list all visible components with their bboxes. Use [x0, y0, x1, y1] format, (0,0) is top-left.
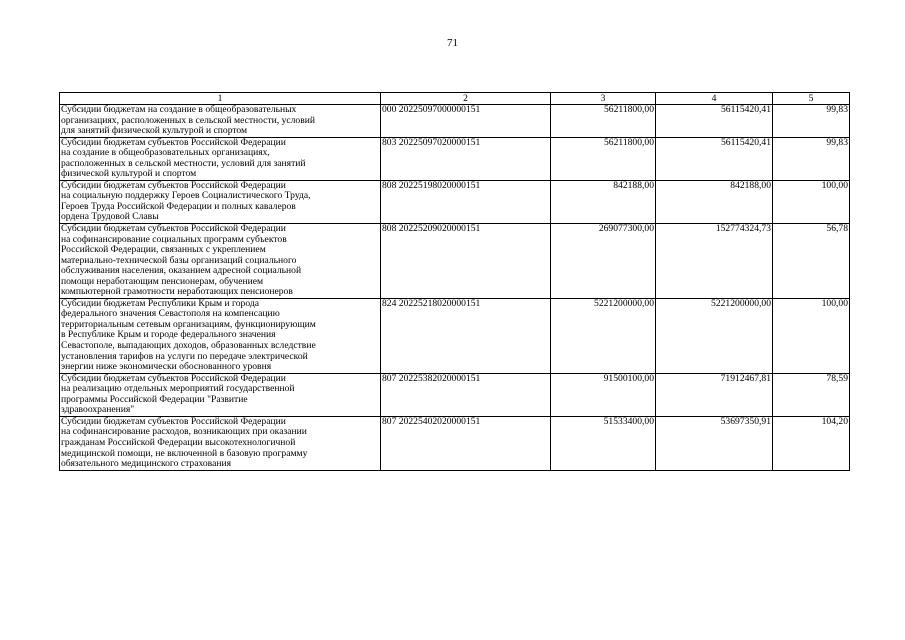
- description-line: энергии ниже экономически обоснованного уровня: [61, 361, 272, 373]
- row-value-col3: 91500100,00: [551, 373, 656, 416]
- row-code: 808 20225209020000151: [381, 224, 551, 299]
- row-value-col5: 78,59: [773, 373, 850, 416]
- budget-table: [59, 92, 850, 471]
- description-line: Российской Федерации, связанных с укреплением: [61, 244, 266, 256]
- row-code: 807 20225402020000151: [381, 416, 551, 470]
- row-value-col4: 5221200000,00: [656, 298, 773, 373]
- description-line: установления тарифов на услуги по передаче электрической: [61, 350, 308, 362]
- header-row: [60, 93, 850, 105]
- description-line: Субсидии бюджетам на создание в общеобразовательных: [61, 104, 297, 115]
- description-line: на реализацию отдельных мероприятий государственной: [61, 383, 295, 395]
- description-line: помощи неработающим пенсионерам, обучением: [61, 275, 264, 287]
- page-number: 71: [447, 37, 458, 49]
- row-code: 803 20225097020000151: [381, 137, 551, 180]
- table-row: [60, 224, 850, 299]
- row-value-col3: 842188,00: [551, 180, 656, 223]
- description-line: Субсидии бюджетам субъектов Российской Федерации: [61, 223, 286, 235]
- row-value-col3: 56211800,00: [551, 137, 656, 180]
- table-row: [60, 180, 850, 223]
- table-row: [60, 137, 850, 180]
- description-line: компьютерной грамотности неработающих пенсионеров: [61, 286, 293, 298]
- row-description: [60, 105, 381, 138]
- table-row: [60, 298, 850, 373]
- row-value-col3: 5221200000,00: [551, 298, 656, 373]
- table-row: [60, 373, 850, 416]
- row-description: [60, 416, 381, 470]
- row-code: 824 20225218020000151: [381, 298, 551, 373]
- row-value-col4: 842188,00: [656, 180, 773, 223]
- description-line: обязательного медицинского страхования: [61, 458, 232, 470]
- row-description: [60, 373, 381, 416]
- description-line: территориальным сетевым организациям, функционирующим: [61, 318, 316, 330]
- description-line: гражданам Российской Федерации высокотехнологичной: [61, 436, 296, 448]
- description-line: на социальную поддержку Героев Социалистического Труда,: [61, 190, 311, 202]
- row-value-col5: 99,83: [773, 137, 850, 180]
- description-line: обслуживания населения, оказанием адресной социальной: [61, 265, 302, 277]
- description-line: расположенных в сельской местности, условий для занятий: [61, 157, 306, 169]
- table-body: [60, 105, 850, 471]
- description-line: на софинансирование расходов, возникающих при оказании: [61, 426, 307, 438]
- table-row: [60, 416, 850, 470]
- description-line: ордена Трудовой Славы: [61, 211, 159, 223]
- row-code: 808 20225198020000151: [381, 180, 551, 223]
- row-value-col4: 56115420,41: [656, 105, 773, 138]
- row-description: [60, 298, 381, 373]
- description-line: на софинансирование социальных программ субъектов: [61, 233, 287, 245]
- description-line: Субсидии бюджетам субъектов Российской Федерации: [61, 372, 286, 384]
- row-value-col3: 51533400,00: [551, 416, 656, 470]
- table-row: [60, 105, 850, 138]
- description-line: Севастополе, выпадающих доходов, образованных вследствие: [61, 340, 316, 352]
- row-description: [60, 224, 381, 299]
- description-line: медицинской помощи, не включенной в базовую программу: [61, 447, 308, 459]
- row-value-col5: 56,78: [773, 224, 850, 299]
- row-value-col4: 152774324,73: [656, 224, 773, 299]
- row-description: [60, 137, 381, 180]
- description-line: Субсидии бюджетам субъектов Российской Федерации: [61, 179, 286, 191]
- column-header-3: 3: [551, 93, 656, 105]
- description-line: федерального значения Севастополя на компенсацию: [61, 308, 280, 320]
- row-value-col5: 99,83: [773, 105, 850, 138]
- column-header-2: 2: [381, 93, 551, 105]
- row-value-col4: 56115420,41: [656, 137, 773, 180]
- row-value-col3: 56211800,00: [551, 105, 656, 138]
- description-line: в Республике Крым и городе федерального значения: [61, 329, 276, 341]
- description-line: организациях, расположенных в сельской местности, условий: [61, 114, 316, 126]
- column-header-1: 1: [60, 93, 381, 105]
- row-value-col4: 71912467,81: [656, 373, 773, 416]
- description-line: здравоохранения": [61, 404, 135, 416]
- column-header-5: 5: [773, 93, 850, 105]
- description-line: Субсидии бюджетам субъектов Российской Федерации: [61, 136, 286, 148]
- description-line: Субсидии бюджетам субъектов Российской Федерации: [61, 415, 286, 427]
- row-value-col5: 100,00: [773, 298, 850, 373]
- row-code: 000 20225097000000151: [381, 105, 551, 138]
- description-line: для занятий физической культурой и спортом: [61, 125, 248, 137]
- row-value-col5: 100,00: [773, 180, 850, 223]
- row-value-col4: 53697350,91: [656, 416, 773, 470]
- description-line: Субсидии бюджетам Республики Крым и города: [61, 297, 260, 309]
- row-value-col5: 104,20: [773, 416, 850, 470]
- row-description: [60, 180, 381, 223]
- description-line: Героев Труда Российской Федерации и полных кавалеров: [61, 200, 296, 212]
- column-header-4: 4: [656, 93, 773, 105]
- description-line: на создание в общеобразовательных организациях,: [61, 147, 270, 159]
- description-line: материально-технической базы организаций социального: [61, 254, 297, 266]
- row-code: 807 20225382020000151: [381, 373, 551, 416]
- row-value-col3: 269077300,00: [551, 224, 656, 299]
- description-line: физической культурой и спортом: [61, 168, 197, 180]
- description-line: программы Российской Федерации "Развитие: [61, 393, 248, 405]
